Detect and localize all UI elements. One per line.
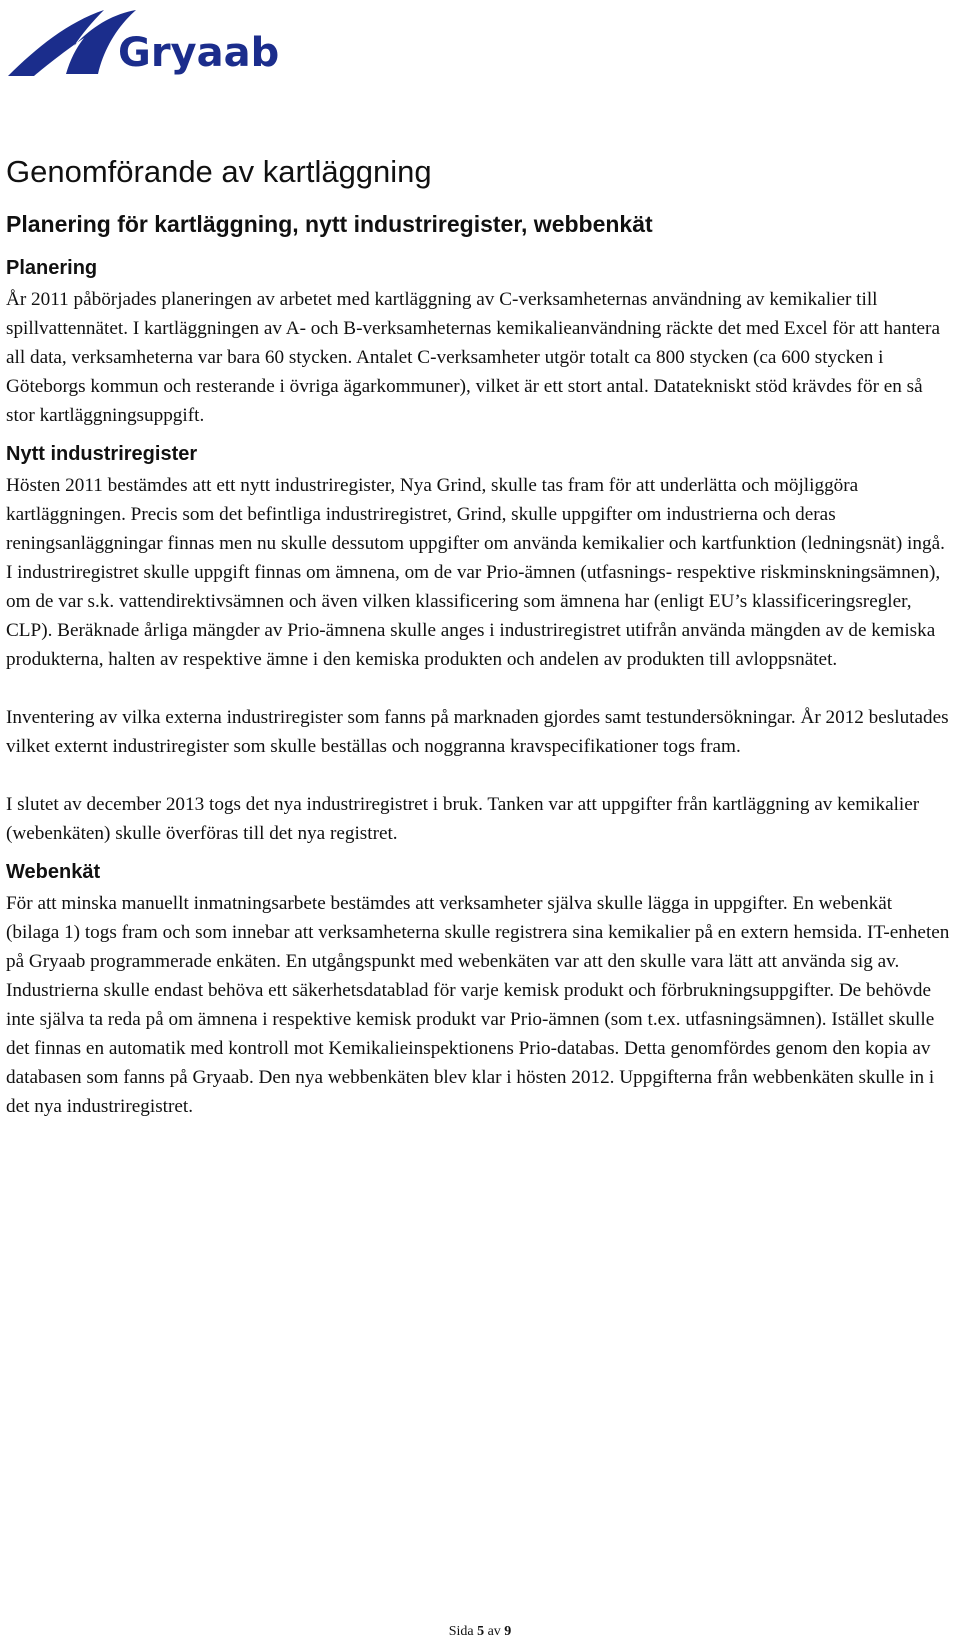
footer-prefix: Sida — [448, 1624, 474, 1639]
planering-paragraph: År 2011 påbörjades planeringen av arbetet med kartläggning av C-verksamheternas användning av kemikalier till spillvattennätet. I kartläggningen av A- och B-verksamheternas kemikalieanvändning räckte det med Excel för att hantera all data, verksamheterna var bara 60 stycken. Antalet C-verksamheter utgör totalt ca 800 stycken (ca 600 stycken i Göteborgs kommun och resterande i övriga ägarkommuner), vilket är ett stort antal. Datatekniskt stöd krävdes för en så stor kartläggningsuppgift. — [6, 289, 940, 426]
industriregister-paragraph-1: Hösten 2011 bestämdes att ett nytt industriregister, Nya Grind, skulle tas fram för att underlätta och möjliggöra kartläggningen. Precis som det befintliga industriregistret, Grind, skulle uppgifter om industrierna och deras reningsanläggningar finnas men nu skulle dessutom uppgifter om använda kemikalier och kartfunktion (ledningsnät) ingå. I industriregistret skulle uppgift finnas om ämnena, om de var Prio-ämnen (utfasnings- respektive riskminskningsämnen), om de var s.k. vattendirektivsämnen och även vilken klassificering som ämnena har (enligt EU’s klassificeringsregler, CLP). Beräknade årliga mängder av Prio-ämnena skulle anges i industriregistret utifrån använda mängden av de kemiska produkterna, halten av respektive ämne i den kemiska produkten och andelen av produkten till avloppsnätet. — [6, 475, 945, 670]
logo-swoosh-icon — [6, 4, 306, 82]
footer-total-pages: 9 — [504, 1624, 512, 1639]
section-heading-nytt-industriregister: Nytt industriregister — [6, 443, 198, 465]
footer-separator: av — [487, 1624, 501, 1639]
page-footer — [0, 1623, 960, 1641]
document-title: Genomförande av kartläggning — [6, 154, 432, 189]
document-body — [6, 152, 950, 1121]
logo-wordmark: Gryaab — [118, 30, 280, 76]
webenkat-paragraph: För att minska manuellt inmatningsarbete bestämdes att verksamheter själva skulle lägga in uppgifter. En webenkät (bilaga 1) togs fram och som innebar att verksamheterna skulle registrera sina kemikalier på en extern hemsida. IT-enheten på Gryaab programmerade enkäten. En utgångspunkt med webenkäten var att den skulle vara lätt att använda sig av. Industrierna skulle endast behöva ett säkerhetsdatablad för varje kemisk produkt och förbrukningsuppgifter. De behövde inte själva ta reda på om ämnena i respektive kemisk produkt var Prio-ämnen (som t.ex. utfasningsämnen). Istället skulle det finnas en automatik med kontroll mot Kemikalieinspektionens Prio-databas. Detta genomfördes genom den kopia av databasen som fanns på Gryaab. Den nya webbenkäten blev klar i hösten 2012. Uppgifterna från webbenkäten skulle in i det nya industriregistret. — [6, 893, 950, 1117]
industriregister-paragraph-2: Inventering av vilka externa industriregister som fanns på marknaden gjordes samt testundersökningar. År 2012 beslutades vilket externt industriregister som skulle beställas och noggranna kravspecifikationer togs fram. — [6, 707, 949, 757]
gryaab-logo — [6, 4, 306, 82]
industriregister-paragraph-3: I slutet av december 2013 togs det nya industriregistret i bruk. Tanken var att uppgifter från kartläggning av kemikalier (webenkäten) skulle överföras till det nya registret. — [6, 794, 920, 844]
footer-current-page: 5 — [477, 1624, 485, 1639]
document-subtitle: Planering för kartläggning, nytt industriregister, webbenkät — [6, 211, 653, 237]
section-heading-webenkat: Webenkät — [6, 861, 101, 883]
section-heading-planering: Planering — [6, 257, 98, 279]
